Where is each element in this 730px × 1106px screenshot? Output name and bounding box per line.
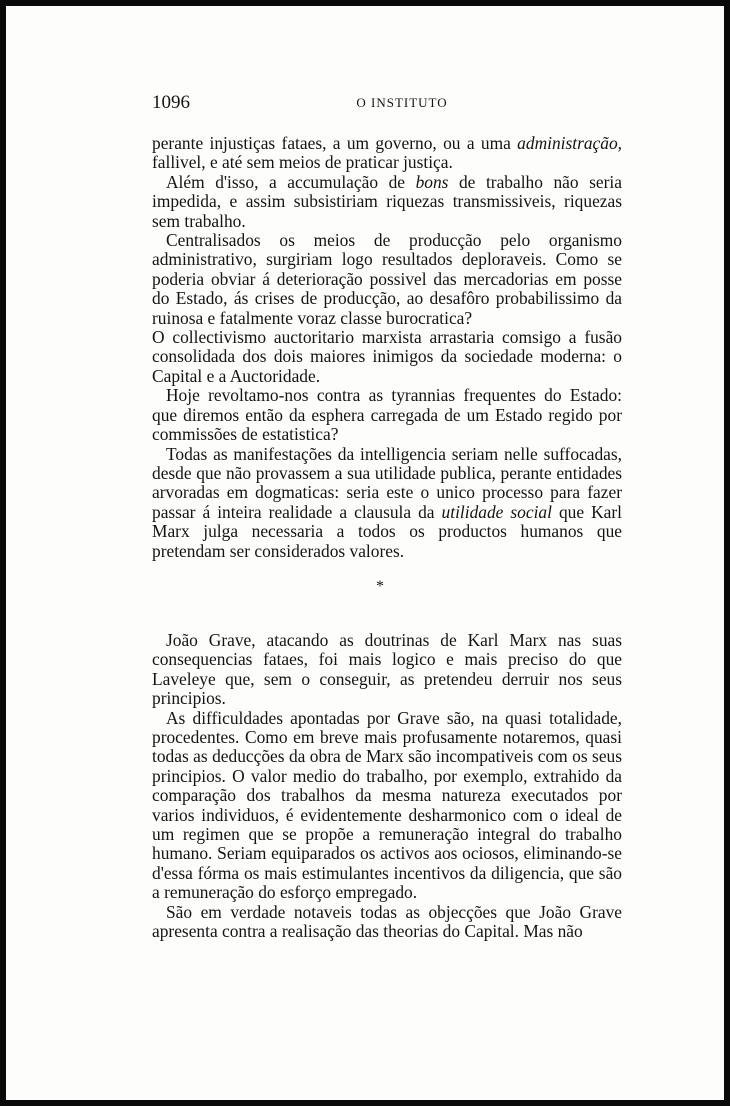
- paragraph-6-text-b: que Karl Marx julga necessaria a todos os productos humanos que pretendam ser considerados valores.: [152, 501, 622, 561]
- paragraph-6-text-a: Todas as manifestações da intelligencia seriam nelle suffocadas, desde que não provassem a sua utilidade publica, perante entidades arvoradas em dogmaticas: seria este o unico processo para fazer passar á inteira realidade a clausula da: [152, 443, 622, 522]
- paragraph-1-italic: administração,: [517, 133, 622, 153]
- page-number: 1096: [152, 92, 190, 113]
- paragraph-4: O collectivismo auctoritario marxista arrastaria comsigo a fusão consolidada dos dois maiores inimigos da sociedade moderna: o Capital e a Auctoridade.: [152, 327, 622, 386]
- journal-title: O INSTITUTO: [356, 95, 448, 110]
- paragraph-2-italic: bons: [415, 171, 449, 192]
- running-head: [152, 92, 622, 118]
- paragraph-7: João Grave, atacando as doutrinas de Karl Marx nas suas consequencias fataes, foi mais logico e mais preciso do que Laveleye que, sem o conseguir, as pretendeu derruir nos seus principios.: [152, 630, 622, 709]
- paragraph-6: [152, 445, 622, 561]
- section-joao-grave: [152, 631, 622, 942]
- paragraph-1-text-a: perante injustiças fataes, a um governo, ou a uma: [152, 133, 518, 153]
- section-separator: [6, 578, 724, 596]
- paragraph-8: As difficuldades apontadas por Grave são, na quasi totalidade, procedentes. Como em breve mais profusamente notaremos, quasi todas as deducções da obra de Marx são incompativeis com os seus principios. O valor medio do trabalho, por exemplo, extrahido da comparação dos trabalhos da mesma natureza executados por varios individuos, é evidentemente desharmonico com o ideal de um regimen que se propõe a remuneração integral do trabalho humano. Seriam equiparados os activos aos ociosos, eliminando-se d'essa fórma os mais estimulantes incentivos da diligencia, que são a remuneração do esforço empregado.: [152, 707, 622, 903]
- paragraph-2-text-a: Além d'isso, a accumulação de: [166, 171, 416, 192]
- paragraph-6-italic: utilidade social: [441, 501, 552, 522]
- paragraph-3: Centralisados os meios de producção pelo organismo administrativo, surgiriam logo resultados deploraveis. Como se poderia obviar á deterioração possivel das mercadorias em posse do Estado, ás crises de producção, ao desafôro probabilissimo da ruinosa e fatalmente voraz classe burocratica?: [152, 230, 622, 328]
- paragraph-1: [152, 134, 622, 173]
- section-critique: [152, 134, 622, 561]
- paragraph-2-text-b: de trabalho não seria impedida, e assim subsistiriam riquezas transmissiveis, riquezas sem trabalho.: [152, 171, 622, 231]
- paragraph-9: São em verdade notaveis todas as objecções que João Grave apresenta contra a realisação das theorias do Capital. Mas não: [152, 901, 622, 942]
- paragraph-2: [152, 173, 622, 231]
- asterisk-separator: *: [376, 578, 384, 595]
- paragraph-5: Hoje revoltamo-nos contra as tyrannias frequentes do Estado: que diremos então da esphera carregada de um Estado regido por commissões de estatistica?: [152, 385, 622, 445]
- paragraph-1-text-b: fallivel, e até sem meios de praticar justiça.: [152, 152, 453, 173]
